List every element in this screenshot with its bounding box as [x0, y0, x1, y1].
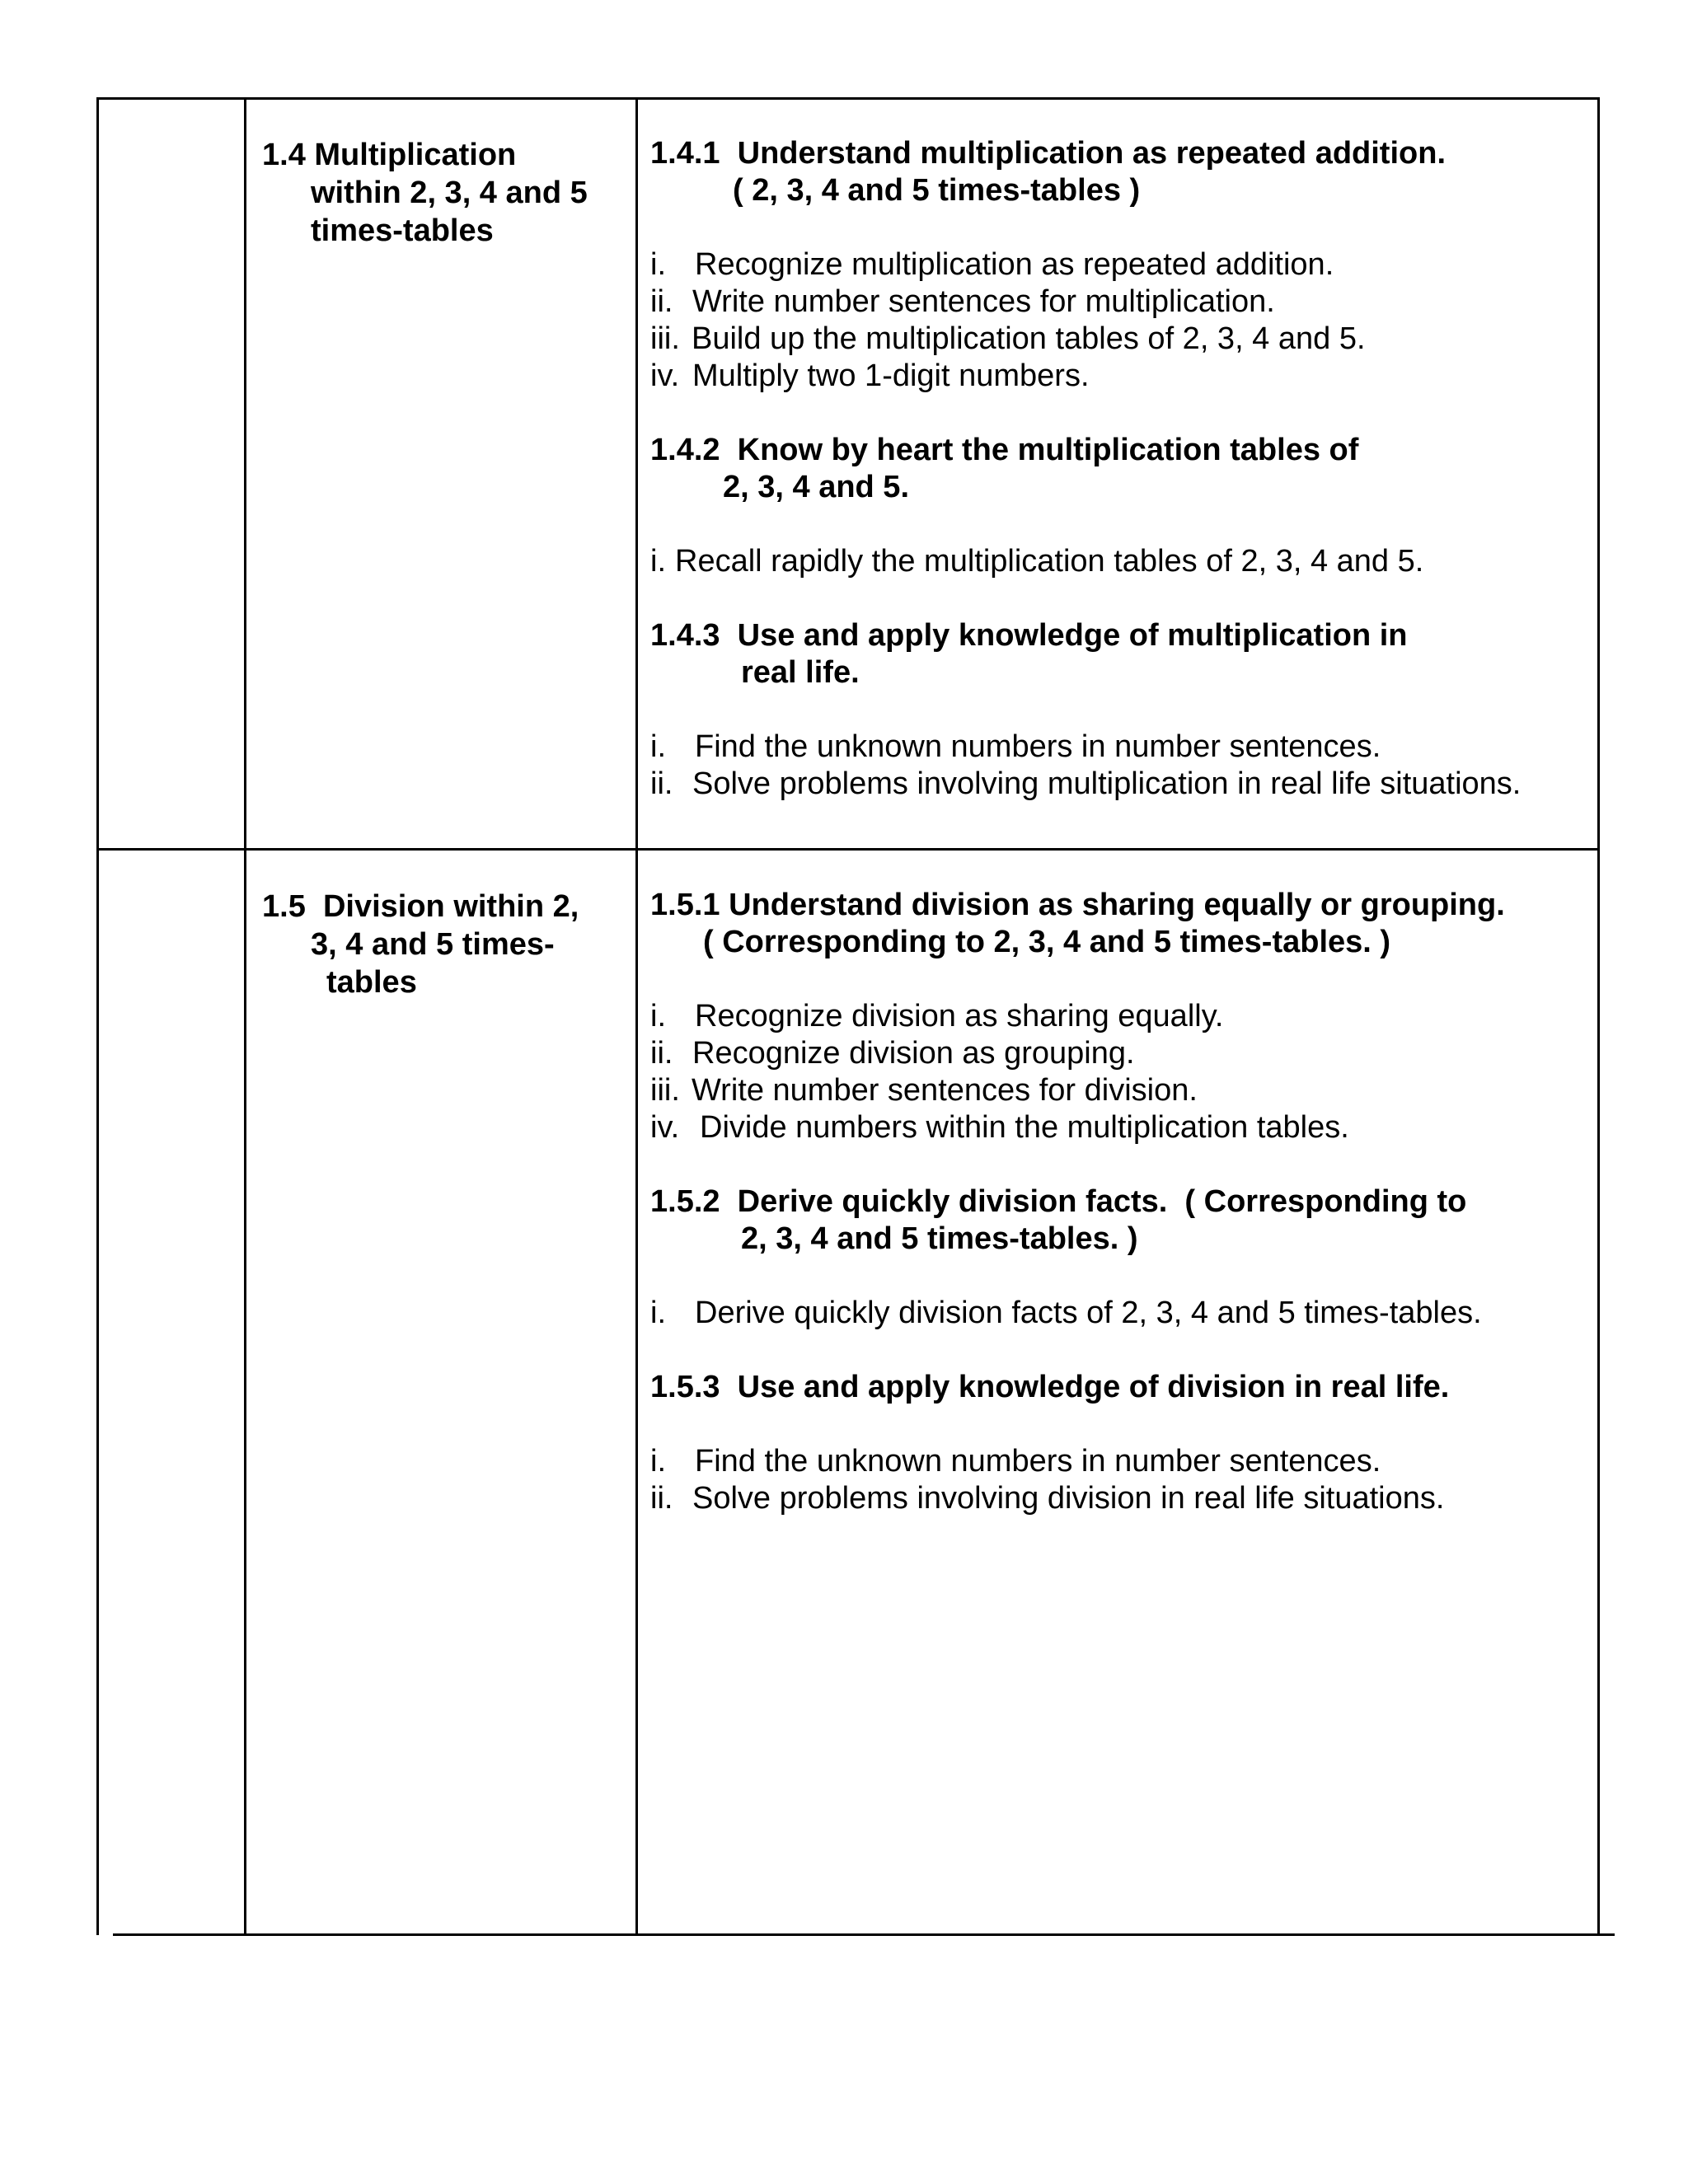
- standard-title: Derive quickly division facts. ( Corresponding to: [737, 1184, 1467, 1219]
- standard-code: 1.5.2: [650, 1184, 720, 1219]
- standard-title: Use and apply knowledge of division in real life.: [737, 1370, 1450, 1404]
- topic-title-line: 1.4 Multiplication: [262, 138, 517, 172]
- objective-list: [650, 246, 1521, 395]
- topic-title-line: 3, 4 and 5 times-: [311, 927, 555, 962]
- list-item: i. Derive quickly division facts of 2, 3, 4 and 5 times-tables.: [650, 1296, 1482, 1330]
- standard-1-4-3: [650, 617, 1521, 691]
- standard-title: 2, 3, 4 and 5 times-tables. ): [741, 1221, 1138, 1256]
- list-item: iii. Build up the multiplication tables of 2, 3, 4 and 5.: [650, 321, 1366, 356]
- list-item: iii. Write number sentences for division.: [650, 1073, 1198, 1108]
- table-bottom-border: [113, 1933, 1615, 1936]
- objective-list: [650, 1443, 1505, 1517]
- standard-title: Know by heart the multiplication tables of: [737, 433, 1359, 467]
- content-cell-1-4: [650, 135, 1521, 803]
- topic-1-5: [262, 888, 579, 1001]
- list-item: ii. Recognize division as grouping.: [650, 1036, 1135, 1071]
- standard-1-4-2: [650, 432, 1521, 506]
- table-right-border: [1597, 97, 1600, 1935]
- standard-1-4-1: [650, 135, 1521, 209]
- list-item: iv. Multiply two 1-digit numbers.: [650, 359, 1090, 393]
- topic-title-line: times-tables: [311, 213, 494, 248]
- topic-title-line: 1.5 Division within 2,: [262, 889, 579, 924]
- standard-code: 1.4.1: [650, 136, 720, 171]
- list-item: ii. Write number sentences for multiplication.: [650, 284, 1275, 319]
- table-top-border: [97, 97, 1599, 100]
- topic-number: 1.4: [262, 138, 306, 172]
- list-item: ii. Solve problems involving division in real life situations.: [650, 1481, 1445, 1516]
- objective-list: [650, 729, 1521, 803]
- list-item: i. Recall rapidly the multiplication tables of 2, 3, 4 and 5.: [650, 544, 1424, 579]
- topic-title-line: tables: [326, 965, 417, 1000]
- objective-list: [650, 998, 1505, 1146]
- list-item: i. Recognize division as sharing equally.: [650, 999, 1224, 1033]
- list-item: i. Find the unknown numbers in number sentences.: [650, 1444, 1381, 1479]
- list-item: i. Find the unknown numbers in number sentences.: [650, 729, 1381, 764]
- column-divider-2: [635, 97, 638, 1935]
- standard-code: 1.5.1: [650, 888, 720, 922]
- standard-title: real life.: [741, 655, 860, 690]
- standard-title: ( Corresponding to 2, 3, 4 and 5 times-tables. ): [703, 925, 1391, 959]
- standard-title: Understand multiplication as repeated addition.: [737, 136, 1446, 171]
- column-divider-1: [244, 97, 246, 1935]
- standard-1-5-3: [650, 1369, 1505, 1406]
- standard-code: 1.4.3: [650, 618, 720, 653]
- standard-title: ( 2, 3, 4 and 5 times-tables ): [733, 173, 1141, 208]
- standard-code: 1.5.3: [650, 1370, 720, 1404]
- topic-1-4: [262, 136, 588, 250]
- table-left-border: [96, 97, 99, 1935]
- standard-1-5-1: [650, 887, 1505, 961]
- standard-1-5-2: [650, 1183, 1505, 1258]
- list-item: iv. Divide numbers within the multiplication tables.: [650, 1110, 1349, 1145]
- standard-code: 1.4.2: [650, 433, 720, 467]
- topic-number: 1.5: [262, 889, 306, 924]
- standard-title: 2, 3, 4 and 5.: [723, 470, 909, 504]
- row-divider: [97, 848, 1599, 851]
- standard-title: Use and apply knowledge of multiplication in: [737, 618, 1408, 653]
- objective-list: [650, 543, 1521, 580]
- content-cell-1-5: [650, 887, 1505, 1517]
- standard-title: Understand division as sharing equally or grouping.: [729, 888, 1505, 922]
- list-item: i. Recognize multiplication as repeated addition.: [650, 247, 1334, 282]
- objective-list: [650, 1295, 1505, 1332]
- list-item: ii. Solve problems involving multiplication in real life situations.: [650, 766, 1522, 801]
- topic-title-line: within 2, 3, 4 and 5: [311, 176, 588, 210]
